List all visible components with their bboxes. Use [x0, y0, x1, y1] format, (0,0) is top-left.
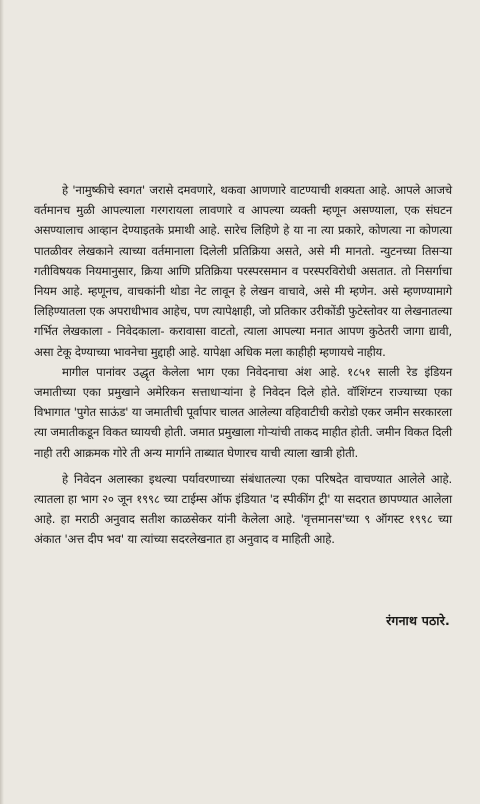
paragraph-3: हे निवेदन अलास्का इथल्या पर्यावरणाच्या संबंधातल्या एका परिषदेत वाचण्यात आलेले आहे. त्यातला हा भाग २० जून १९९८ च्या टाईम्स ऑफ इंडियात 'द स्पीकींग ट्री' या सदरात छापण्यात आलेला आहे. हा मराठी अनुवाद सतीश काळसेकर यांनी केलेला आहे. 'वृत्तमानस'च्या ९ ऑगस्ट १९९८ च्या अंकात 'अत्त दीप भव' या त्यांच्या सदरलेखनात हा अनुवाद व माहिती आहे.	[34, 471, 452, 547]
paragraph-2: मागील पानांवर उद्धृत केलेला भाग एका निवेदनाचा अंश आहे. १८५१ साली रेड इंडियन जमातीच्या एका प्रमुखाने अमेरिकन सत्ताधाऱ्यांना हे निवेदन दिले होते. वॉशिंग्टन राज्याच्या एका विभागात 'पुगेत साऊंड' या जमातीची पूर्वापार चालत आलेल्या वहिवाटीची करोडो एकर जमीन सरकारला त्या जमातीकडून विकत घ्यायची होती. जमात प्रमुखाला गोऱ्यांची ताकद माहीत होती. जमीन विकत दिली नाही तरी आक्रमक गोरे ती अन्य मार्गाने ताब्यात घेणारच याची त्याला खात्री होती.	[34, 364, 452, 460]
page-edge	[0, 0, 4, 804]
paragraph-1: हे 'नामुष्कीचे स्वगत' जरासे दमवणारे, थकवा आणणारे वाटण्याची शक्यता आहे. आपले आजचे वर्तमानच मुळी आपल्याला गरगरायला लावणारे व आपल्या व्यक्ती म्हणून असण्याला, एक संघटन असण्यालाच आव्हान देण्याइतके प्रमाथी आहे. सारेच लिहिणे हे या ना त्या प्रकारे, कोणत्या ना कोणत्या पातळीवर लेखकाने त्याच्या वर्तमानाला दिलेली प्रतिक्रिया असते, असे मी मानतो. न्युटनच्या तिसऱ्या गतीविषयक नियमानुसार, क्रिया आणि प्रतिक्रिया परस्परसमान व परस्परविरोधी असतात. तो निसर्गाचा नियम आहे. म्हणूनच, वाचकांनी थोडा नेट लावून हे लेखन वाचावे, असे मी म्हणेन. असे म्हणण्यामागे लिहिण्यातला एक अपराधीभाव आहेच, पण त्यापेक्षाही, जो प्रतिकार उरीकोंडी फुटेस्तोवर या लेखनातल्या गर्भित लेखकाला - निवेदकाला- करावासा वाटतो, त्याला आपल्या मनात आपण कुठेतरी जागा द्यावी, असा टेकू देण्याच्या भावनेचा मुद्दाही आहे. यापेक्षा अधिक मला काहीही म्हणायचे नाहीय.	[34, 183, 452, 359]
author-signature: रंगनाथ पठारे.	[386, 613, 450, 628]
body-text	[34, 180, 452, 550]
